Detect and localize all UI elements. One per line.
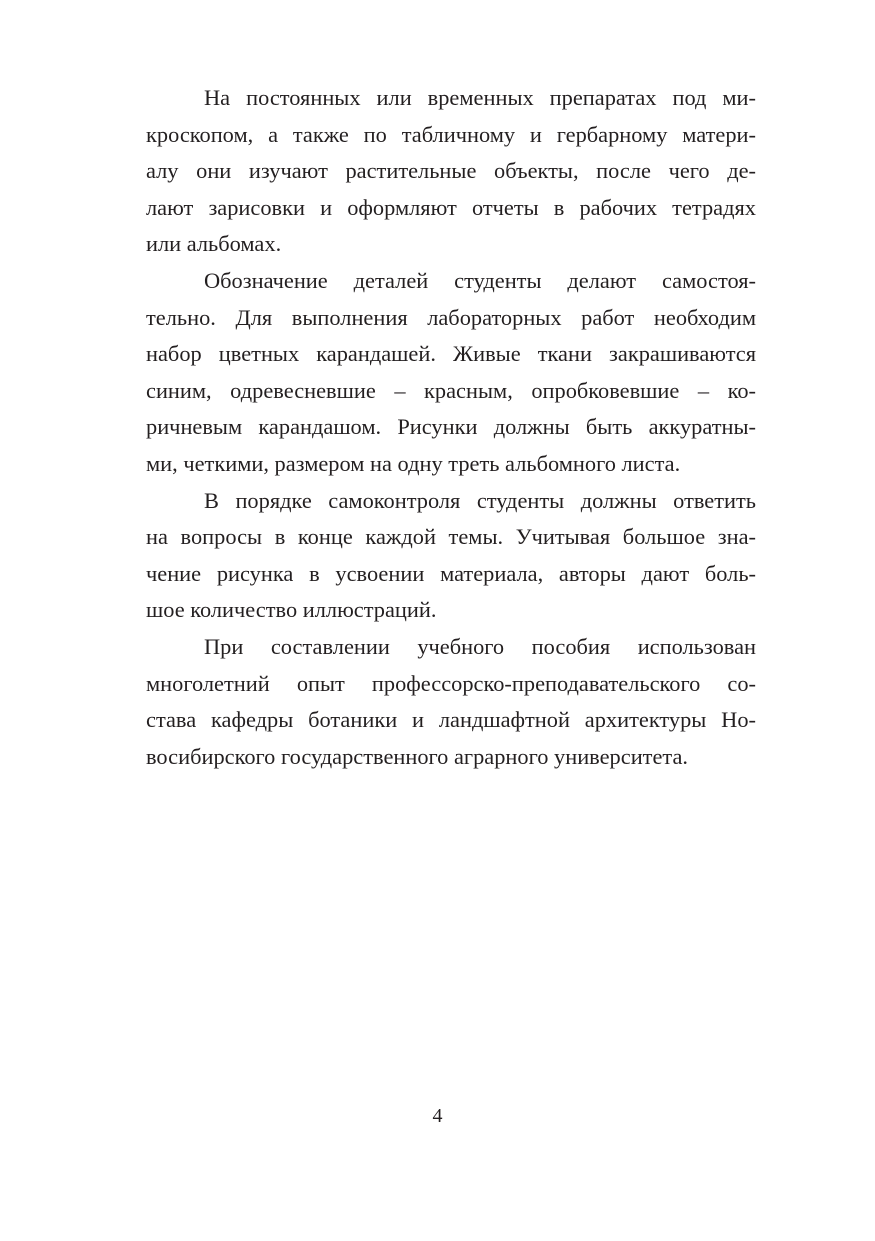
text-line: При составлении учебного пособия использован bbox=[204, 633, 756, 659]
text-line: става кафедры ботаники и ландшафтной архитектуры Но- bbox=[146, 707, 756, 733]
text-line: набор цветных карандашей. Живые ткани закрашиваются bbox=[146, 341, 756, 367]
text-line: восибирского государственного аграрного университета. bbox=[146, 743, 688, 769]
paragraph-1 bbox=[146, 80, 756, 263]
text-line: тельно. Для выполнения лабораторных работ необходим bbox=[146, 304, 756, 330]
paragraph-4 bbox=[146, 629, 756, 775]
text-line: В порядке самоконтроля студенты должны ответить bbox=[204, 487, 756, 513]
text-line: шое количество иллюстраций. bbox=[146, 597, 437, 623]
paragraph-3 bbox=[146, 483, 756, 629]
text-line: лают зарисовки и оформляют отчеты в рабочих тетрадях bbox=[146, 194, 756, 220]
page-number: 4 bbox=[432, 1105, 443, 1127]
text-line: многолетний опыт профессорско-преподавательского со- bbox=[146, 670, 756, 696]
paragraph-2 bbox=[146, 263, 756, 483]
text-line: ричневым карандашом. Рисунки должны быть аккуратны- bbox=[146, 414, 756, 440]
text-line: или альбомах. bbox=[146, 231, 282, 257]
text-line: алу они изучают растительные объекты, после чего де- bbox=[146, 158, 756, 184]
text-line: синим, одревесневшие – красным, опробковевшие – ко- bbox=[146, 377, 756, 403]
text-line: На постоянных или временных препаратах под ми- bbox=[204, 85, 756, 110]
text-line: чение рисунка в усвоении материала, авторы дают боль- bbox=[146, 560, 756, 586]
text-line: ми, четкими, размером на одну треть альбомного листа. bbox=[146, 450, 681, 476]
text-line: Обозначение деталей студенты делают самостоя- bbox=[204, 267, 756, 293]
body-text bbox=[146, 80, 756, 775]
text-line: на вопросы в конце каждой темы. Учитывая большое зна- bbox=[146, 524, 756, 550]
text-line: кроскопом, а также по табличному и гербарному матери- bbox=[146, 121, 756, 147]
